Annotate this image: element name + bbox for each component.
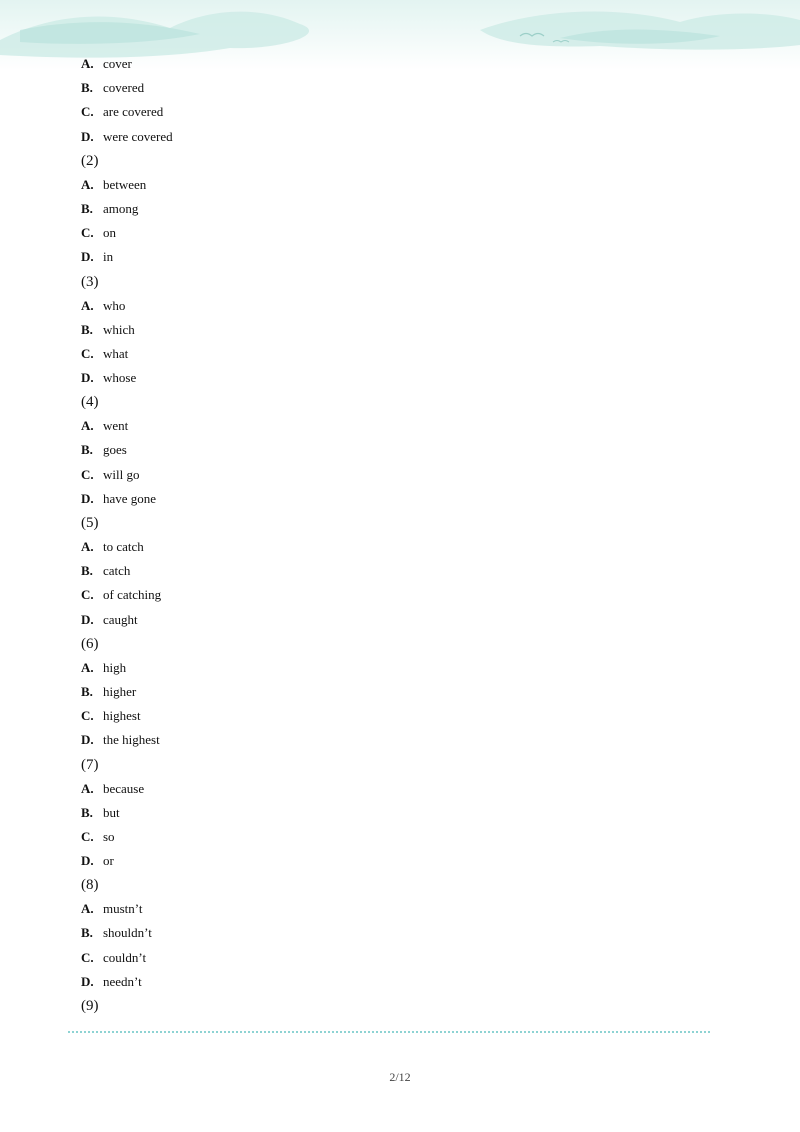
answer-option (81, 946, 721, 970)
option-text: high (103, 659, 127, 675)
option-text: are covered (103, 104, 164, 120)
option-text: higher (103, 683, 137, 699)
option-letter: B. (81, 80, 93, 96)
option-text: the highest (103, 732, 160, 748)
question-block (81, 149, 721, 270)
option-letter: A. (81, 780, 94, 796)
answer-option (81, 704, 721, 728)
option-letter: C. (81, 225, 94, 241)
option-text: of catching (103, 587, 162, 603)
answer-option (81, 221, 721, 245)
option-letter: D. (81, 732, 94, 748)
option-text: caught (103, 611, 138, 627)
option-letter: C. (81, 104, 94, 120)
answer-option (81, 535, 721, 559)
answer-option (81, 463, 721, 487)
option-letter: A. (81, 297, 94, 313)
option-letter: D. (81, 128, 94, 144)
option-text: so (103, 828, 115, 844)
option-letter: B. (81, 563, 93, 579)
option-text: have gone (103, 490, 157, 506)
option-text: cover (103, 56, 132, 71)
option-letter: C. (81, 828, 94, 844)
option-letter: A. (81, 901, 94, 917)
option-text: were covered (103, 128, 173, 144)
answer-option (81, 438, 721, 462)
option-letter: C. (81, 949, 94, 965)
option-text: which (103, 321, 135, 337)
option-letter: A. (81, 659, 94, 675)
question-block (81, 52, 721, 149)
option-text: between (103, 176, 147, 192)
answer-option (81, 414, 721, 438)
option-text: will go (103, 466, 140, 482)
option-letter: B. (81, 925, 93, 941)
answer-option (81, 487, 721, 511)
question-block (81, 270, 721, 391)
answer-option (81, 197, 721, 221)
option-text: what (103, 345, 129, 361)
option-letter: B. (81, 804, 93, 820)
option-letter: A. (81, 539, 94, 554)
option-letter: B. (81, 200, 93, 216)
option-text: couldn’t (103, 949, 147, 965)
question-block (81, 753, 721, 874)
answer-option (81, 970, 721, 994)
answer-option (81, 294, 721, 318)
option-letter: C. (81, 345, 94, 361)
answer-option (81, 318, 721, 342)
option-text: among (103, 200, 139, 216)
option-text: covered (103, 80, 145, 96)
option-text: but (103, 804, 120, 820)
option-text: in (103, 249, 114, 265)
question-number: (9) (81, 998, 99, 1014)
answer-option (81, 680, 721, 704)
answer-option (81, 52, 721, 76)
option-letter: D. (81, 611, 94, 627)
answer-option (81, 76, 721, 100)
question-block (81, 994, 721, 1018)
option-text: or (103, 853, 114, 869)
question-list (81, 52, 721, 1018)
answer-option (81, 897, 721, 921)
option-letter: B. (81, 442, 93, 458)
option-letter: D. (81, 249, 94, 265)
option-text: needn’t (103, 973, 142, 989)
answer-option (81, 583, 721, 607)
option-text: goes (103, 442, 127, 458)
answer-option (81, 728, 721, 752)
question-number: (2) (81, 152, 99, 169)
option-letter: A. (81, 56, 94, 71)
answer-option (81, 245, 721, 269)
option-text: because (103, 780, 145, 796)
question-block (81, 873, 721, 994)
answer-option (81, 125, 721, 149)
answer-option (81, 100, 721, 124)
option-letter: B. (81, 683, 93, 699)
option-letter: C. (81, 708, 94, 724)
answer-option (81, 849, 721, 873)
option-text: whose (103, 370, 137, 386)
question-number: (5) (81, 515, 99, 531)
footer-divider (68, 1031, 710, 1033)
question-block (81, 511, 721, 632)
answer-option (81, 366, 721, 390)
option-letter: D. (81, 973, 94, 989)
option-text: shouldn’t (103, 925, 152, 941)
question-number: (8) (81, 877, 99, 894)
option-text: went (103, 418, 129, 434)
answer-option (81, 173, 721, 197)
answer-option (81, 342, 721, 366)
question-block (81, 390, 721, 511)
question-number: (6) (81, 635, 99, 652)
answer-option (81, 656, 721, 680)
option-text: mustn’t (103, 901, 143, 917)
question-number: (7) (81, 756, 99, 773)
option-letter: D. (81, 370, 94, 386)
answer-option (81, 801, 721, 825)
page-number: 2/12 (389, 1070, 411, 1084)
option-letter: A. (81, 418, 94, 434)
option-letter: C. (81, 587, 94, 603)
answer-option (81, 921, 721, 945)
option-text: catch (103, 563, 131, 579)
option-text: to catch (103, 539, 144, 554)
option-letter: B. (81, 321, 93, 337)
option-letter: D. (81, 853, 94, 869)
option-letter: D. (81, 490, 94, 506)
question-number: (4) (81, 394, 99, 411)
answer-option (81, 777, 721, 801)
option-text: who (103, 297, 126, 313)
answer-option (81, 825, 721, 849)
option-text: highest (103, 708, 141, 724)
option-letter: C. (81, 466, 94, 482)
option-letter: A. (81, 176, 94, 192)
answer-option (81, 559, 721, 583)
question-number: (3) (81, 273, 99, 290)
answer-option (81, 608, 721, 632)
question-block (81, 632, 721, 753)
option-text: on (103, 225, 116, 241)
